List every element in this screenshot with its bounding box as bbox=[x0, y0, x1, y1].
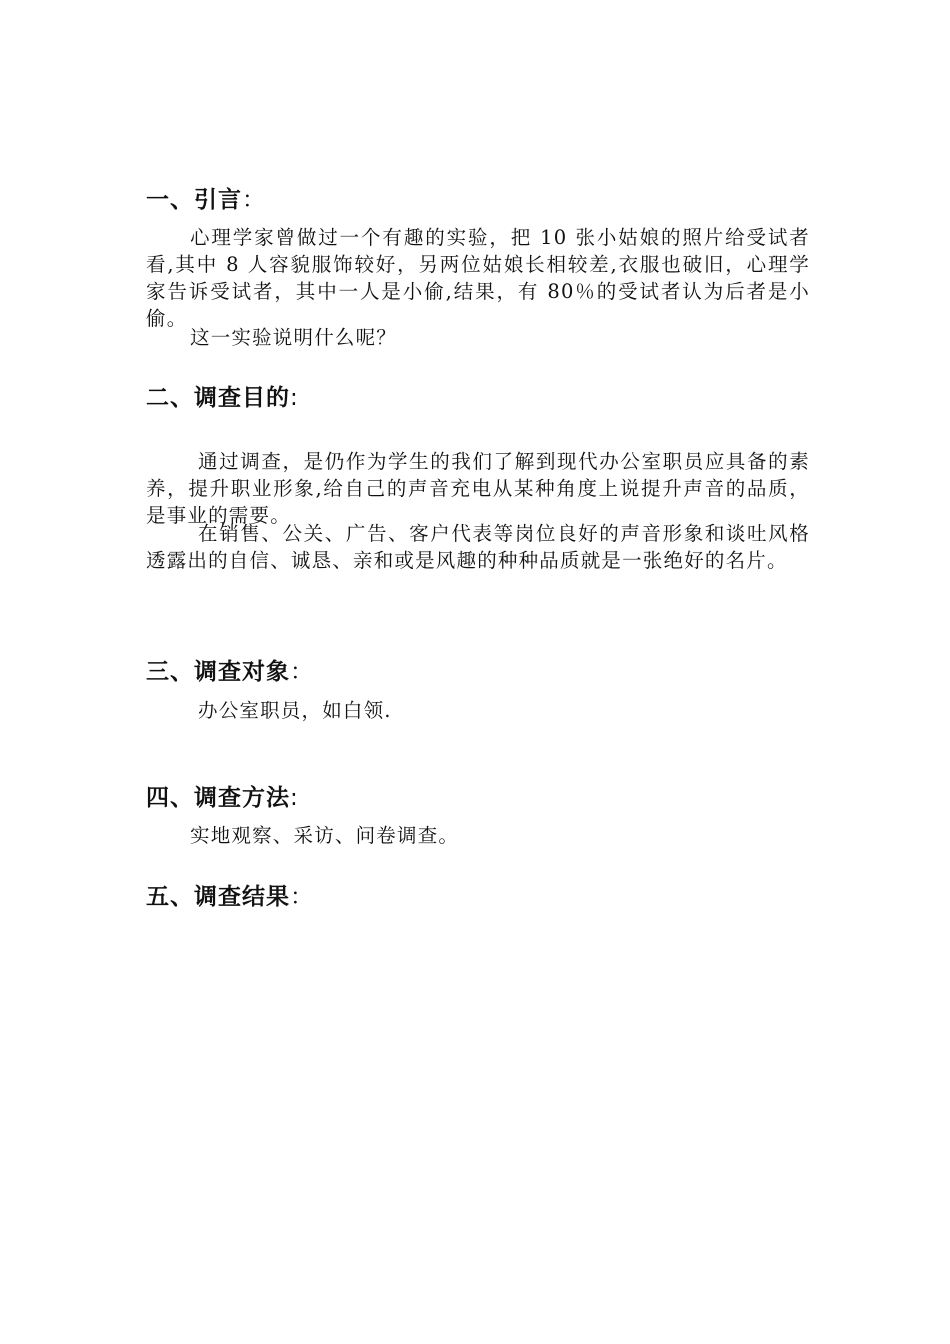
heading-punct: : bbox=[290, 785, 299, 811]
heading-text: 五、调查结果 bbox=[146, 884, 290, 910]
heading-punct: ： bbox=[290, 884, 314, 910]
intro-question: 这一实验说明什么呢？ bbox=[190, 326, 398, 349]
purpose-paragraph-1: 通过调查，是仍作为学生的我们了解到现代办公室职员应具备的素养，提升职业形象,给自己的声音充电从某种角度上说提升声音的品质，是事业的需要。 bbox=[146, 450, 810, 527]
methods-text: 实地观察、采访、问卷调查。 bbox=[190, 824, 460, 847]
heading-punct: ： bbox=[242, 187, 266, 213]
section-heading-results bbox=[146, 882, 314, 912]
heading-punct: : bbox=[290, 385, 299, 411]
heading-text: 一、引言 bbox=[146, 187, 242, 213]
subjects-text: 办公室职员，如白领. bbox=[198, 699, 392, 722]
section-heading-methods bbox=[146, 783, 299, 813]
heading-text: 三、调查对象 bbox=[146, 659, 290, 685]
heading-text: 二、调查目的 bbox=[146, 385, 290, 411]
section-heading-subjects bbox=[146, 657, 314, 687]
heading-punct: ： bbox=[290, 659, 314, 685]
intro-paragraph: 心理学家曾做过一个有趣的实验，把 10 张小姑娘的照片给受试者看,其中 8 人容貌服饰较好，另两位姑娘长相较差,衣服也破旧，心理学家告诉受试者，其中一人是小偷,结果，有 80％的受试者认为后者是小偷。 bbox=[146, 226, 810, 330]
section-heading-purpose bbox=[146, 383, 299, 413]
heading-text: 四、调查方法 bbox=[146, 785, 290, 811]
section-heading-intro bbox=[146, 185, 266, 215]
purpose-paragraph-2: 在销售、公关、广告、客户代表等岗位良好的声音形象和谈吐风格透露出的自信、诚恳、亲和或是风趣的种种品质就是一张绝好的名片。 bbox=[146, 522, 810, 572]
